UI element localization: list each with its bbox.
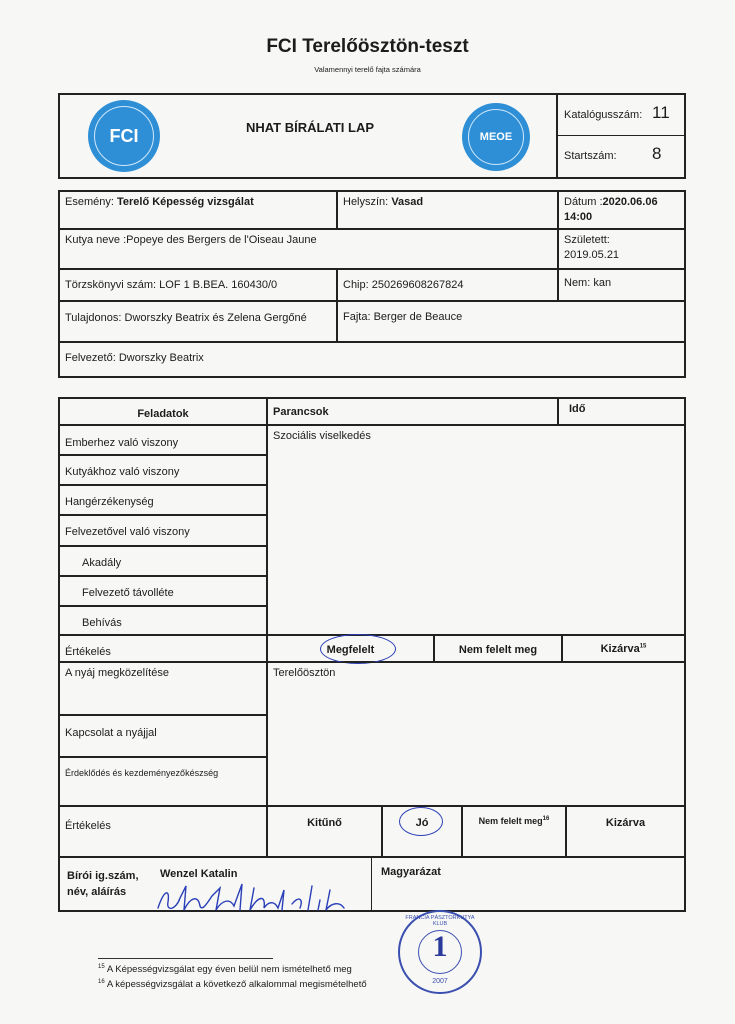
handler-label: Felvezető:	[65, 352, 116, 364]
footnote-num: 15	[98, 964, 105, 970]
owner-cell	[59, 301, 337, 342]
catalog-label: Katalógusszám:	[564, 109, 643, 121]
commands-area	[267, 425, 685, 635]
judge-label-1: Bírói ig.szám,	[67, 870, 139, 882]
herd-item: Érdeklődés és kezdeményezőkészség	[59, 757, 267, 806]
task-item: Hangérzékenység	[59, 485, 267, 515]
herd-item: A nyáj megközelítése	[59, 662, 267, 715]
owner-value: Dworszky Beatrix és Zelena Gergőné	[124, 312, 307, 324]
event-value: Terelő Képesség vizsgálat	[116, 196, 254, 208]
footnote-text: A képességvizsgálat a következő alkalommal megismételhető	[106, 979, 367, 991]
eval2-good: Jó	[382, 806, 462, 857]
eval2-sup: 16	[542, 816, 550, 822]
fci-logo-icon	[88, 100, 160, 172]
catalog-value: 11	[652, 103, 670, 122]
header-divider	[556, 93, 558, 179]
breed-label: Fajta:	[343, 311, 371, 323]
eval2-disq: Kizárva	[566, 806, 685, 857]
social-label: Szociális viselkedés	[273, 430, 371, 442]
eval2-fail	[462, 806, 566, 857]
place-cell	[337, 191, 558, 229]
stud-value: LOF 1 B.BEA. 160430/0	[159, 279, 278, 291]
born-value: 2019.05.21	[564, 248, 620, 261]
chip-cell	[337, 269, 558, 301]
task-item: Behívás	[59, 606, 267, 635]
judge-label-2: név, aláírás	[67, 886, 127, 898]
date-label: Dátum :	[564, 196, 603, 208]
dog-name-label: Kutya neve :	[65, 234, 127, 246]
club-stamp	[398, 910, 482, 994]
owner-label: Tulajdonos:	[65, 312, 122, 324]
footnote-text: A Képességvizsgálat egy éven belül nem ismételhető meg	[106, 964, 352, 976]
meoe-logo-text: MEOE	[479, 131, 513, 143]
date-value: 2020.06.06	[602, 196, 658, 208]
time-value: 14:00	[564, 210, 593, 223]
start-value: 8	[652, 144, 662, 163]
fci-logo-text: FCI	[109, 125, 139, 146]
eval1-disq	[562, 635, 685, 662]
explanation-label: Magyarázat	[381, 866, 441, 878]
task-item: Emberhez való viszony	[59, 425, 267, 455]
stamp-text: FRANCIA PÁSZTORKUTYA KLUB	[405, 915, 475, 928]
judge-signature	[150, 880, 360, 916]
herding-area	[267, 662, 685, 806]
handler-cell	[59, 342, 685, 377]
meoe-logo-icon	[462, 103, 530, 171]
place-value: Vasad	[391, 196, 424, 208]
eval1-disq-label: Kizárva	[600, 643, 640, 655]
eval-label-1: Értékelés	[59, 635, 267, 662]
eval1-fail: Nem felelt meg	[434, 635, 562, 662]
footnote	[98, 964, 352, 975]
stud-cell	[59, 269, 337, 301]
stud-label: Törzskönyvi szám:	[65, 279, 157, 291]
task-item: Felvezetővel való viszony	[59, 515, 267, 546]
dog-name-cell	[59, 229, 558, 269]
sex-cell	[558, 269, 685, 301]
born-label: Született:	[564, 234, 610, 246]
task-item: Kutyákhoz való viszony	[59, 455, 267, 485]
commands-header: Parancsok	[267, 398, 558, 425]
chip-value: 250269608267824	[371, 279, 464, 291]
eval-label-2: Értékelés	[59, 806, 267, 857]
herding-label: Terelőösztön	[273, 667, 336, 679]
judge-name: Wenzel Katalin	[160, 868, 238, 880]
chip-label: Chip:	[343, 279, 369, 291]
time-header: Idő	[558, 398, 685, 425]
event-cell	[59, 191, 337, 229]
sex-label: Nem:	[564, 277, 591, 289]
task-item: Felvezető távolléte	[59, 576, 267, 606]
task-item: Akadály	[59, 546, 267, 576]
eval2-fail-label: Nem felelt meg	[478, 816, 543, 826]
breed-value: Berger de Beauce	[373, 311, 463, 323]
footnote-divider	[98, 958, 273, 959]
judge-divider	[371, 856, 372, 912]
form-subtitle: Valamennyi terelő fajta számára	[314, 65, 421, 74]
tasks-header: Feladatok	[59, 398, 267, 425]
header-divider-h	[556, 135, 686, 136]
event-label: Esemény:	[65, 196, 114, 208]
pass-circle-mark	[320, 634, 396, 664]
sheet-title: NHAT BÍRÁLATI LAP	[245, 120, 375, 135]
eval1-pass: Megfelelt	[267, 635, 434, 662]
sex-value: kan	[593, 277, 612, 289]
footnote-num: 16	[98, 979, 105, 985]
born-cell	[558, 229, 685, 269]
herd-item: Kapcsolat a nyájjal	[59, 715, 267, 757]
stamp-number: 1	[432, 930, 448, 963]
footnote	[98, 979, 367, 990]
dog-name-value: Popeye des Bergers de l'Oiseau Jaune	[126, 234, 317, 246]
eval2-excellent: Kitűnő	[267, 806, 382, 857]
stamp-year: 2007	[432, 978, 448, 985]
handler-value: Dworszky Beatrix	[118, 352, 204, 364]
form-title: FCI Terelőösztön-teszt	[266, 36, 469, 57]
start-label: Startszám:	[564, 150, 617, 162]
breed-cell	[337, 301, 685, 342]
place-label: Helyszín:	[343, 196, 389, 208]
eval1-sup: 15	[639, 643, 647, 650]
date-cell	[558, 191, 685, 229]
good-circle-mark	[399, 807, 443, 836]
